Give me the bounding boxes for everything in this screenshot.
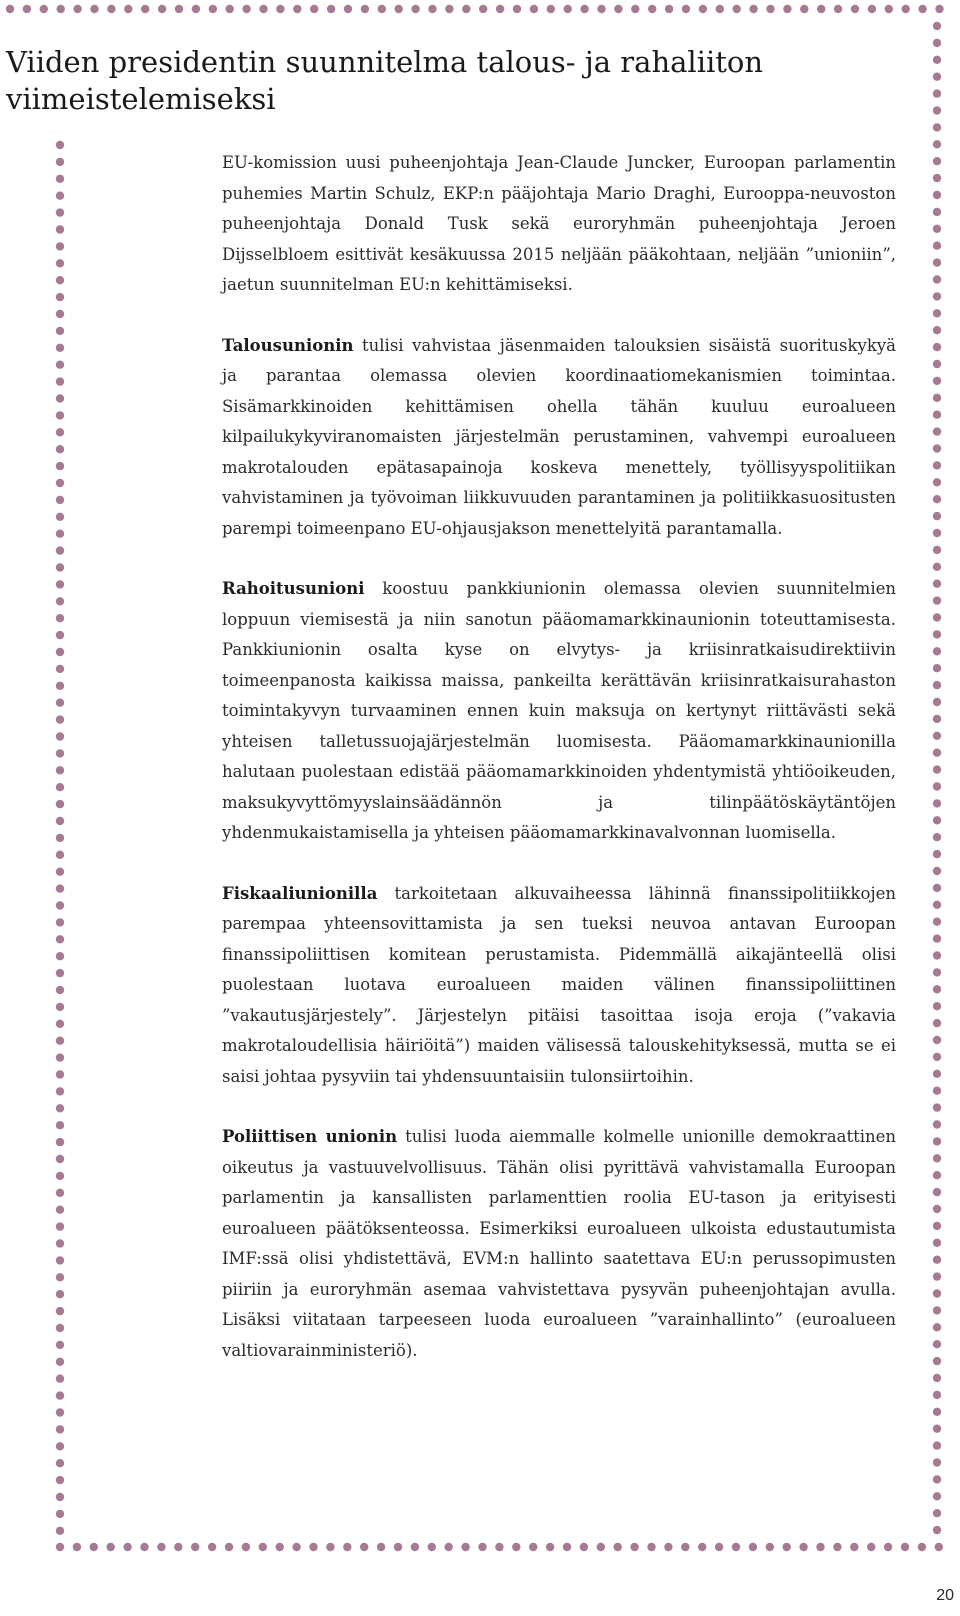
border-dot [933,934,941,942]
section-political-union [222,1122,896,1366]
border-dot [56,175,64,183]
border-dot [733,5,741,13]
border-dot [833,1543,841,1551]
border-dot [800,5,808,13]
border-dot [56,1053,64,1061]
border-dot [56,361,64,369]
border-dot [933,732,941,740]
border-dot [933,1103,941,1111]
border-dot [933,1391,941,1399]
border-dot [56,479,64,487]
border-dot [56,445,64,453]
border-dot [158,5,166,13]
border-dot [933,292,941,300]
border-dot [933,39,941,47]
border-dot [933,191,941,199]
border-dot [394,1543,402,1551]
border-dot [343,1543,351,1551]
border-dot [933,1087,941,1095]
border-dot [123,1543,131,1551]
border-dot [933,1306,941,1314]
border-dot [56,1527,64,1535]
border-dot [378,5,386,13]
border-dot [56,496,64,504]
border-dot [56,1121,64,1129]
border-dot [933,1137,941,1145]
border-dot [546,1543,554,1551]
border-dot [192,5,200,13]
border-dot [56,749,64,757]
border-dot [428,5,436,13]
border-dot [933,275,941,283]
border-dot [933,1036,941,1044]
border-dot [56,1324,64,1332]
border-dot [933,242,941,250]
border-dot [933,1256,941,1264]
border-dot [564,5,572,13]
border-dot [799,1543,807,1551]
border-dot [933,1188,941,1196]
border-dot [933,816,941,824]
border-dot [377,1543,385,1551]
border-dot [56,377,64,385]
border-dot [933,258,941,266]
border-dot [56,192,64,200]
section-text: tarkoitetaan alkuvaiheessa lähinnä finanssipolitiikkojen parempaa yhteensovittamista ja sen tueksi neuvoa antavan Euroopan finanssipoliittisen komitean perustamista. Pidemmällä aikajänteellä olisi puolestaan luotava euroalueen maiden välinen finanssipoliittinen ”vakautusjärjestely”. Järjestelyn pitäisi tasoittaa isoja eroja (”vakavia makrotaloudellisia häiriöitä”) maiden välisessä talouskehityksessä, mutta se ei saisi johtaa pysyviin tai yhdensuuntaisiin tulonsiirtoihin. [222,883,896,1086]
border-dot [529,1543,537,1551]
border-dot [56,1256,64,1264]
border-dot [56,513,64,521]
border-dot [766,1543,774,1551]
border-dot [597,1543,605,1551]
border-dot [56,1543,64,1551]
border-dot [276,5,284,13]
border-dot [933,884,941,892]
border-dot [933,1441,941,1449]
border-dot [563,1543,571,1551]
border-dot [140,1543,148,1551]
section-term: Poliittisen unionin [222,1127,398,1146]
border-dot [597,5,605,13]
border-dot [933,377,941,385]
border-dot [56,1425,64,1433]
border-dot [933,1526,941,1534]
border-dot [56,648,64,656]
border-dot [56,1222,64,1230]
border-dot [933,427,941,435]
border-dot [933,613,941,621]
border-dot [56,1003,64,1011]
border-dot [715,1543,723,1551]
border-dot [614,1543,622,1551]
border-dot [933,1171,941,1179]
border-dot [933,664,941,672]
border-dot [918,1543,926,1551]
border-dot [259,5,267,13]
section-term: Talousunionin [222,335,354,355]
border-dot [56,682,64,690]
border-dot [749,1543,757,1551]
border-dot [428,1543,436,1551]
border-dot [56,580,64,588]
border-dot [56,1459,64,1467]
border-dot [56,614,64,622]
border-dot [933,901,941,909]
border-dot [935,5,943,13]
border-dot [933,1222,941,1230]
border-dot [56,158,64,166]
border-dot [749,5,757,13]
border-dot [293,5,301,13]
border-dot [933,309,941,317]
border-dot [310,5,318,13]
border-dot [933,647,941,655]
border-dot [56,699,64,707]
border-dot [933,444,941,452]
border-dot [783,5,791,13]
border-dot [56,986,64,994]
border-dot [479,5,487,13]
border-dot [933,1154,941,1162]
border-dot [360,1543,368,1551]
border-dot [918,5,926,13]
border-dot [141,5,149,13]
border-dot [933,225,941,233]
border-dot [933,512,941,520]
article-body [222,148,896,1396]
border-dot [56,141,64,149]
border-dot [933,765,941,773]
border-dot [682,5,690,13]
border-dot [933,461,941,469]
border-dot [56,293,64,301]
border-dot [933,1289,941,1297]
border-dot [56,901,64,909]
border-dot [783,1543,791,1551]
border-dot [664,1543,672,1551]
border-dot [933,681,941,689]
border-dot [933,1408,941,1416]
border-dot [631,5,639,13]
border-dot [56,665,64,673]
border-dot [867,1543,875,1551]
page-title: Viiden presidentin suunnitelma talous- ja rahaliiton viimeistelemiseksi [6,45,764,116]
border-dot [411,1543,419,1551]
border-dot [933,698,941,706]
border-dot [766,5,774,13]
border-dot [56,1138,64,1146]
border-dot [208,1543,216,1551]
border-dot [107,1543,115,1551]
border-dot [933,1425,941,1433]
border-dot [56,1290,64,1298]
border-dot [56,1476,64,1484]
border-dot [933,1509,941,1517]
border-dot [56,225,64,233]
border-dot [935,1543,943,1551]
border-dot [933,529,941,537]
border-dot [56,1104,64,1112]
intro-paragraph: EU-komission uusi puheenjohtaja Jean-Claude Juncker, Euroopan parlamentin puhemies Martin Schulz, EKP:n pääjohtaja Mario Draghi, Eurooppa-neuvoston puheenjohtaja Donald Tusk sekä euroryhmän puheenjohtaja Jeroen Dijsselbloem esittivät kesäkuussa 2015 neljään pääkohtaan, neljään ”unioniin”, jaetun suunnitelman EU:n kehittämiseksi. [222,153,896,294]
border-dot [495,1543,503,1551]
border-dot [56,1341,64,1349]
border-dot [56,242,64,250]
border-dot [56,1189,64,1197]
border-dot [56,1239,64,1247]
border-dot [933,1239,941,1247]
section-fiscal-union [222,879,896,1093]
border-dot [56,834,64,842]
border-dot [933,73,941,81]
border-dot [56,631,64,639]
border-dot [175,5,183,13]
border-dot [933,580,941,588]
border-dot [933,1323,941,1331]
border-dot [276,1543,284,1551]
border-dot [56,1273,64,1281]
border-dot [344,5,352,13]
border-dot [56,1172,64,1180]
border-dot [73,1543,81,1551]
border-dot [933,951,941,959]
border-dot [124,5,132,13]
border-dot [56,1070,64,1078]
border-dot [933,749,941,757]
border-dot [933,208,941,216]
border-dot [56,344,64,352]
border-dot [395,5,403,13]
border-dot [933,1374,941,1382]
border-dot [933,123,941,131]
border-dot [884,1543,892,1551]
border-dot [57,5,65,13]
border-dot [513,5,521,13]
border-dot [698,1543,706,1551]
border-dot [580,1543,588,1551]
border-dot [933,715,941,723]
border-dot [580,5,588,13]
border-dot [56,935,64,943]
border-dot [933,1070,941,1078]
border-dot [56,1206,64,1214]
border-dot [56,732,64,740]
border-dot [56,1087,64,1095]
border-dot [902,5,910,13]
border-dot [292,1543,300,1551]
border-dot [933,174,941,182]
section-text: koostuu pankkiunionin olemassa olevien suunnitelmien loppuun viemisestä ja niin sanotun pääomamarkkinaunionin toteuttamisesta. Pankkiunionin osalta kyse on elvytys- ja kriisinratkaisudirektiivin toimeenpanosta kaikissa maissa, pankeilta kerättävän kriisinratkaisurahaston toimintakyvyn turvaaminen ennen kuin maksuja on kertynyt riittävästi sekä yhteisen talletussuojajärjestelmän luomisesta. Pääomamarkkinaunionilla halutaan puolestaan edistää pääomamarkkinoiden yhdentymistä yhtiöoikeuden, maksukyvyttömyyslainsäädännön ja tilinpäätöskäytäntöjen yhdenmukaistamisella ja yhteisen pääomamarkkinavalvonnan luomisella. [222,579,896,842]
border-dot [885,5,893,13]
border-dot [157,1543,165,1551]
border-dot [56,1358,64,1366]
border-dot [56,766,64,774]
border-dot [56,783,64,791]
border-dot [56,259,64,267]
border-dot [56,1037,64,1045]
border-dot [851,5,859,13]
border-dot [73,5,81,13]
border-dot [933,106,941,114]
border-dot [56,563,64,571]
border-dot [56,952,64,960]
border-dot [834,5,842,13]
border-dot [933,968,941,976]
border-dot [56,1391,64,1399]
border-dot [445,1543,453,1551]
border-dot [56,918,64,926]
border-dot [209,5,217,13]
border-dot [56,1155,64,1163]
border-dot [933,394,941,402]
border-dot [242,5,250,13]
border-dot [547,5,555,13]
border-dot [933,495,941,503]
border-dot [933,546,941,554]
border-dot [512,1543,520,1551]
border-dot [56,1493,64,1501]
border-dot [56,597,64,605]
border-dot [933,1205,941,1213]
border-dot [933,1002,941,1010]
border-dot [326,1543,334,1551]
border-dot [933,89,941,97]
border-dot [933,1053,941,1061]
border-dot [226,5,234,13]
border-dot [242,1543,250,1551]
border-dot [614,5,622,13]
border-dot [817,5,825,13]
border-dot [56,1307,64,1315]
border-dot [699,5,707,13]
border-dot [56,1020,64,1028]
border-dot [648,5,656,13]
border-dot [901,1543,909,1551]
border-dot [933,833,941,841]
border-dot [191,1543,199,1551]
border-dot [56,428,64,436]
border-dot [327,5,335,13]
border-dot [174,1543,182,1551]
border-dot [933,563,941,571]
border-dot [478,1543,486,1551]
border-dot [56,1510,64,1518]
border-dot [933,1357,941,1365]
border-dot [868,5,876,13]
border-dot [716,5,724,13]
border-dot [933,1340,941,1348]
border-dot [933,360,941,368]
border-dot [933,157,941,165]
border-dot [56,546,64,554]
border-dot [56,1375,64,1383]
border-dot [933,867,941,875]
border-dot [933,1475,941,1483]
border-dot [933,1492,941,1500]
border-dot [56,276,64,284]
border-dot [107,5,115,13]
border-dot [90,5,98,13]
border-dot [23,5,31,13]
border-dot [732,1543,740,1551]
border-dot [816,1543,824,1551]
section-text: tulisi vahvistaa jäsenmaiden talouksien sisäistä suorituskykyä ja parantaa olemassa olevien koordinaatiomekanismien toimintaa. Sisämarkkinoiden kehittämisen ohella tähän kuuluu euroalueen kilpailukykyviranomaisten järjestelmän perustaminen, vahvempi euroalueen makrotalouden epätasapainoja koskeva menettely, työllisyyspolitiikan vahvistaminen ja työvoiman liikkuvuuden parantaminen ja politiikkasuositusten parempi toimeenpano EU-ohjausjakson menettelyitä parantamalla. [222,335,896,538]
border-dot [496,5,504,13]
border-dot [933,782,941,790]
border-dot [933,596,941,604]
border-dot [56,1442,64,1450]
section-term: Rahoitusunioni [222,579,365,598]
border-dot [225,1543,233,1551]
border-dot [933,326,941,334]
border-dot [933,343,941,351]
border-dot [933,630,941,638]
border-dot [56,800,64,808]
border-dot [933,478,941,486]
border-dot [462,5,470,13]
border-dot [461,1543,469,1551]
border-dot [56,411,64,419]
border-dot [56,394,64,402]
section-text: tulisi luoda aiemmalle kolmelle unionille demokraattinen oikeutus ja vastuuvelvollisuus. Tähän olisi pyrittävä vahvistamalla Euroopan parlamentin ja kansallisten parlamenttien roolia EU-tason ja erityisesti euroalueen päätöksenteossa. Esimerkiksi euroalueen ulkoista edustautumista IMF:ssä olisi yhdistettävä, EVM:n hallinto saatettava EU:n perussopimusten piiriin ja euroryhmän asemaa vahvistettava pysyvän puheenjohtajan avulla. Lisäksi viitataan tarpeeseen luoda euroalueen ”varainhallinto” (euroalueen valtiovarainministeriö). [222,1127,896,1360]
section-economic-union [222,331,896,545]
page-number: 20 [936,1587,954,1604]
border-dot [530,5,538,13]
border-dot [933,1458,941,1466]
border-dot [630,1543,638,1551]
border-dot [56,817,64,825]
border-dot [56,1408,64,1416]
border-dot [681,1543,689,1551]
border-dot [933,1120,941,1128]
border-dot [309,1543,317,1551]
border-dot [90,1543,98,1551]
border-dot [933,22,941,30]
border-dot [933,799,941,807]
section-financial-union [222,574,896,849]
border-dot [56,462,64,470]
border-dot [56,530,64,538]
border-dot [933,1019,941,1027]
border-dot [56,969,64,977]
border-dot [6,5,14,13]
border-dot [411,5,419,13]
section-term: Fiskaaliunionilla [222,883,378,903]
border-dot [933,850,941,858]
border-dot [56,310,64,318]
border-dot [933,985,941,993]
border-dot [933,140,941,148]
border-dot [850,1543,858,1551]
border-dot [933,56,941,64]
border-dot [56,868,64,876]
border-dot [647,1543,655,1551]
border-dot [445,5,453,13]
border-dot [40,5,48,13]
border-dot [56,851,64,859]
border-dot [933,411,941,419]
border-dot [56,715,64,723]
border-dot [933,918,941,926]
border-dot [665,5,673,13]
border-dot [56,884,64,892]
border-dot [361,5,369,13]
border-dot [933,1272,941,1280]
border-dot [56,208,64,216]
border-dot [56,327,64,335]
border-dot [259,1543,267,1551]
